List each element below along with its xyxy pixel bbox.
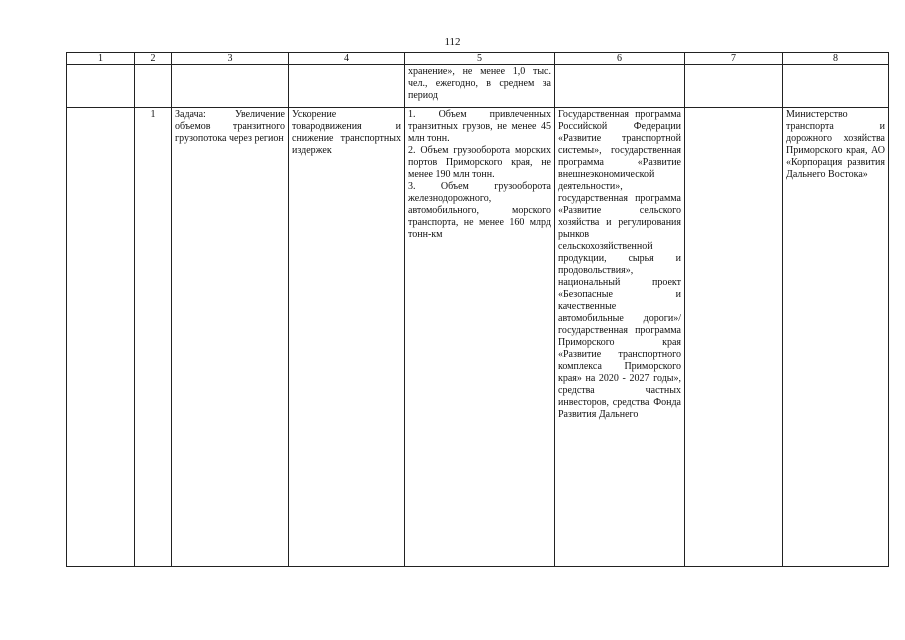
table-header-row xyxy=(67,53,889,65)
task-number: 1 xyxy=(135,108,172,567)
header-cell-6: 6 xyxy=(555,53,685,65)
header-cell-7: 7 xyxy=(685,53,783,65)
cont-cell-1 xyxy=(67,65,135,108)
cont-cell-4 xyxy=(289,65,405,108)
cont-cell-8 xyxy=(783,65,889,108)
page-number: 112 xyxy=(444,36,461,48)
funding-sources-cell: Государственная программа Российской Федерации «Развитие транспортной системы», государственная программа «Развитие внешнеэкономической деятельности», государственная программа «Развитие сельского хозяйства и регулирования рынков сельскохозяйственной продукции, сырья и продовольствия», национальный проект «Безопасные и качественные автомобильные дороги»/ государственная программа Приморского края «Развитие транспортного комплекса Приморского края» на 2020 - 2027 годы», средства частных инвесторов, средства Фонда Развития Дальнего xyxy=(555,108,685,567)
table-row-task-1 xyxy=(67,108,889,567)
indicators-cell xyxy=(405,108,555,567)
main-cell-1 xyxy=(67,108,135,567)
header-cell-1: 1 xyxy=(67,53,135,65)
cont-cell-2 xyxy=(135,65,172,108)
cont-cell-indicators: хранение», не менее 1,0 тыс. чел., ежегодно, в среднем за период xyxy=(405,65,555,108)
cont-cell-6 xyxy=(555,65,685,108)
header-cell-8: 8 xyxy=(783,53,889,65)
main-cell-7 xyxy=(685,108,783,567)
indicator-item-3: 3. Объем грузооборота железнодорожного, автомобильного, морского транспорта, не менее 160 млрд тонн-км xyxy=(408,181,551,240)
indicator-item-1: 1. Объем привлеченных транзитных грузов, не менее 45 млн тонн. xyxy=(408,109,551,144)
task-cell: Задача: Увеличение объемов транзитного грузопотока через регион xyxy=(172,108,289,567)
cont-cell-7 xyxy=(685,65,783,108)
header-cell-3: 3 xyxy=(172,53,289,65)
cont-cell-3 xyxy=(172,65,289,108)
table-row-continuation xyxy=(67,65,889,108)
indicator-item-2: 2. Объем грузооборота морских портов Приморского края, не менее 190 млн тонн. xyxy=(408,145,551,180)
header-cell-2: 2 xyxy=(135,53,172,65)
header-cell-4: 4 xyxy=(289,53,405,65)
measures-cell: Ускорение товародвижения и снижение транспортных издержек xyxy=(289,108,405,567)
header-cell-5: 5 xyxy=(405,53,555,65)
responsible-executors-cell: Министерство транспорта и дорожного хозяйства Приморского края, АО «Корпорация развития Дальнего Востока» xyxy=(783,108,889,567)
document-table xyxy=(66,52,889,567)
